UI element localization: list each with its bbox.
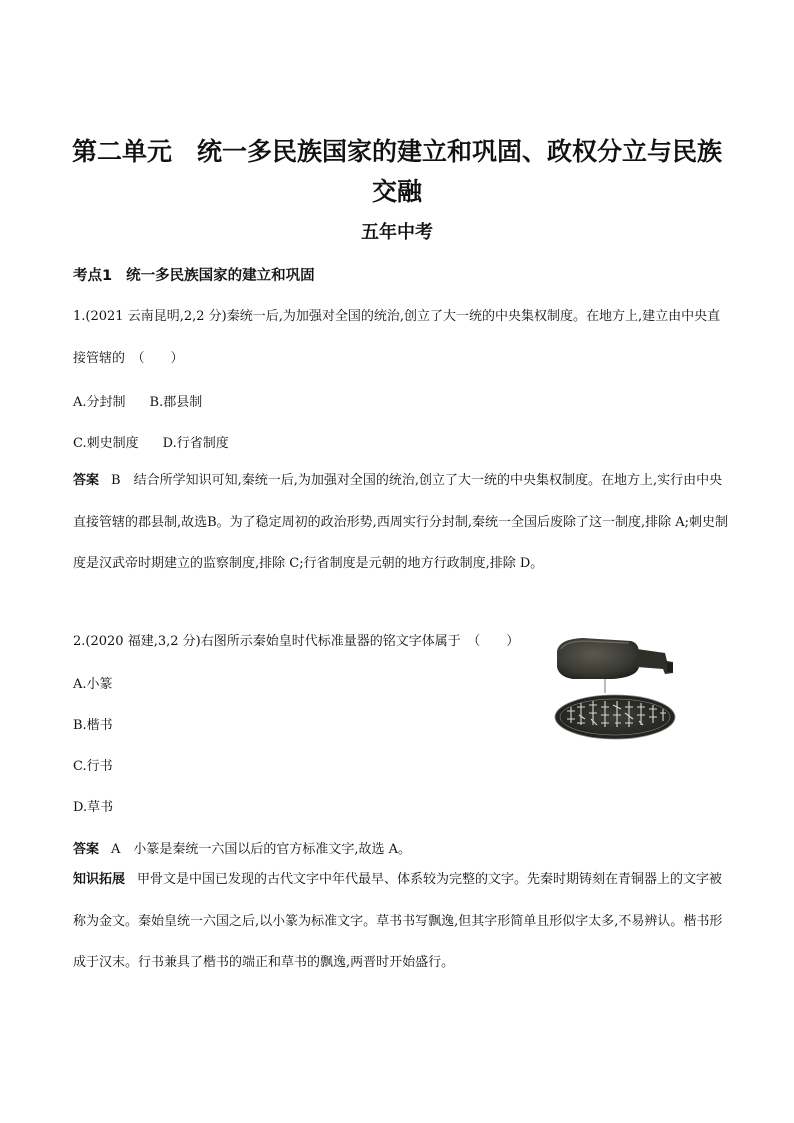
q1-stem: 1.(2021 云南昆明,2,2 分)秦统一后,为加强对全国的统治,创立了大一统的中央集权制度。在地方上,建立由中央直接管辖的 （ ） [73,309,721,366]
q1-answer-label: 答案 [73,473,100,488]
q2-answer [73,838,411,857]
page-title: 第二单元 统一多民族国家的建立和巩固、政权分立与民族交融 [71,137,722,206]
q1-option-c: C.刺史制度 [73,436,139,451]
qin-measure-vessel-image [553,633,677,741]
q2-option-b: B.楷书 [73,718,113,733]
q2-answer-label: 答案 [73,842,100,857]
section-name: 统一多民族国家的建立和巩固 [126,268,315,284]
q1-option-d: D.行省制度 [162,436,229,451]
q2-option-a: A.小篆 [73,677,113,692]
q2-extension-text: 甲骨文是中国已发现的古代文字中年代最早、体系较为完整的文字。先秦时期铸刻在青铜器上的文字被称为金文。秦始皇统一六国之后,以小篆为标准文字。草书书写飘逸,但其字形简单且形似字太多,不易辨认。楷书形成于汉末。行书兼具了楷书的端正和草书的飘逸,两晋时开始盛行。 [73,872,723,970]
q1-answer [73,460,728,585]
q1-option-b: B.郡县制 [149,395,203,410]
section-label: 考点1 [73,268,113,284]
q2-option-c: C.行书 [73,759,113,774]
q2-option-d: D.草书 [73,800,114,815]
q1-option-a: A.分封制 [73,395,126,410]
q2-stem: 2.(2020 福建,3,2 分)右图所示秦始皇时代标准量器的铭文字体属于 （ ） [73,634,520,649]
section-heading [73,264,315,285]
q1-answer-text: B 结合所学知识可知,秦统一后,为加强对全国的统治,创立了大一统的中央集权制度。在地方上,实行由中央直接管辖的郡县制,故选B。为了稳定周初的政治形势,西周实行分封制,秦统一全国后废除了这一制度,排除 A;刺史制度是汉武帝时期建立的监察制度,排除 C;行省制度是元朝的地方行政制度,排除 D。 [73,473,728,571]
page-subtitle: 五年中考 [361,222,433,243]
q1-options-row-2 [73,432,229,451]
q1-options-row-1 [73,391,202,410]
q2-extension [73,859,728,984]
q2-extension-label: 知识拓展 [73,872,126,887]
q2-answer-text: A 小篆是秦统一六国以后的官方标准文字,故选 A。 [111,842,412,857]
